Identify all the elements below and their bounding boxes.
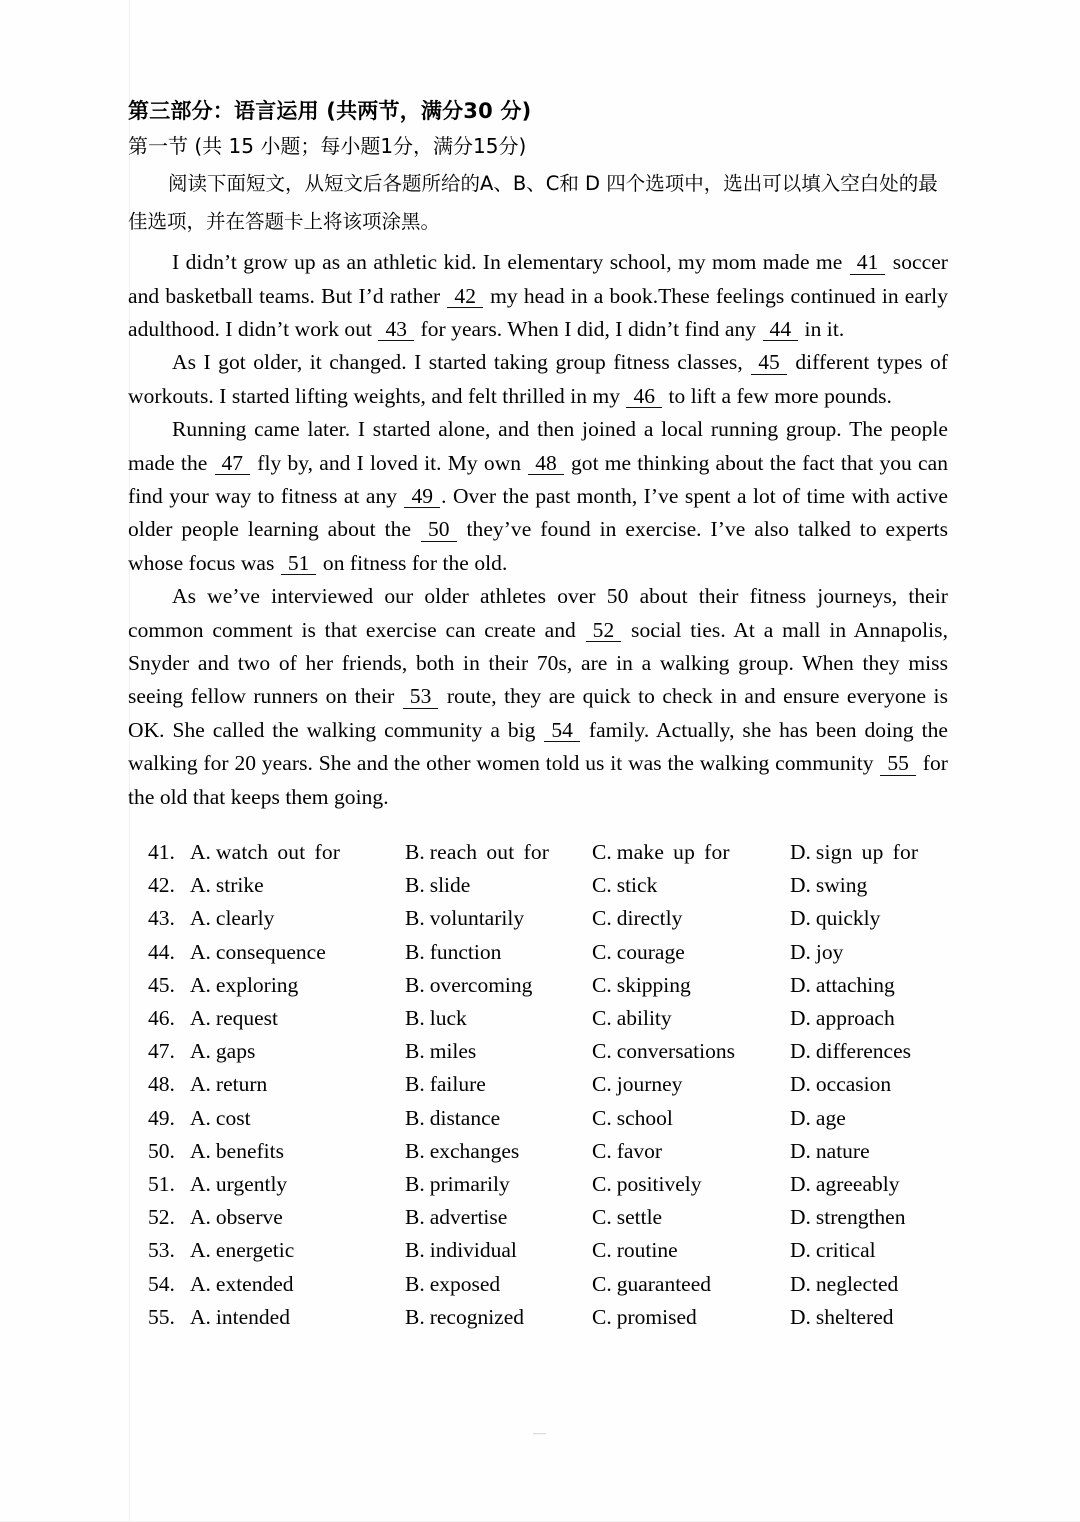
option-c-47[interactable] [592,1035,790,1068]
passage-paragraph [128,413,948,580]
cloze-blank-44[interactable]: 44 [763,318,799,341]
option-label-a: A. [190,1304,211,1329]
option-label-a: A. [190,1006,211,1031]
option-c-41[interactable] [592,836,790,869]
option-label-b: B. [405,1238,425,1263]
option-c-52[interactable] [592,1201,790,1234]
option-text-a: watch out for [215,840,341,865]
option-text-d: sign up for [815,840,919,865]
cloze-blank-48[interactable]: 48 [528,452,564,475]
option-text-d: agreeably [815,1172,900,1197]
option-text-a: urgently [215,1172,288,1197]
option-text-c: stick [616,873,658,898]
option-text-b: overcoming [429,972,533,997]
option-label-b: B. [405,1172,425,1197]
option-text-d: swing [815,873,868,898]
question-number: 46. [148,1006,175,1031]
option-text-b: recognized [429,1304,525,1329]
option-c-48[interactable] [592,1068,790,1101]
option-text-a: exploring [215,972,299,997]
passage-text: for years. When I did, I didn’t find any [415,316,762,341]
question-number: 41. [148,840,175,865]
question-row-41 [148,836,948,869]
option-text-c: make up for [616,840,730,865]
option-text-a: observe [215,1205,283,1230]
question-row-53 [148,1234,948,1267]
option-label-a: A. [190,972,211,997]
option-label-c: C. [592,1271,612,1296]
option-c-43[interactable] [592,902,790,935]
cloze-blank-45[interactable]: 45 [751,351,787,374]
question-row-45 [148,969,948,1002]
passage-paragraph [128,580,948,814]
option-text-c: school [616,1105,673,1130]
option-text-d: approach [815,1006,895,1031]
option-text-b: exchanges [429,1138,520,1163]
question-row-46 [148,1002,948,1035]
directions-line-1: 阅读下面短文，从短文后各题所给的A、B、C和 D 四个选项中，选出可以填入空白处的最 [168,172,938,196]
option-a-49[interactable] [190,1102,405,1135]
question-number: 51. [148,1172,175,1197]
option-label-a: A. [190,840,211,865]
option-b-47[interactable] [405,1035,592,1068]
option-text-d: sheltered [815,1304,894,1329]
question-number: 42. [148,873,175,898]
option-text-c: settle [616,1205,663,1230]
option-label-c: C. [592,972,612,997]
option-d-50[interactable] [790,1135,980,1168]
option-text-b: reach out for [429,840,550,865]
question-row-54 [148,1268,948,1301]
option-d-47[interactable] [790,1035,980,1068]
question-number: 54. [148,1271,175,1296]
option-a-43[interactable] [190,902,405,935]
option-text-c: skipping [616,972,691,997]
passage-text: route, they are quick to check in and ensure everyone is OK. She called the walking community a big [128,684,949,742]
option-b-48[interactable] [405,1068,592,1101]
option-a-51[interactable] [190,1168,405,1201]
option-label-a: A. [190,1072,211,1097]
question-row-47 [148,1035,948,1068]
option-label-d: D. [790,1205,811,1230]
option-label-c: C. [592,1039,612,1064]
passage-paragraph [128,246,948,346]
option-d-51[interactable] [790,1168,980,1201]
option-c-51[interactable] [592,1168,790,1201]
passage-paragraph [128,346,948,413]
passage-text: Running came later. I started alone, and then joined a local running group. The people made the [128,417,948,475]
option-d-54[interactable] [790,1268,980,1301]
option-text-a: benefits [215,1138,284,1163]
option-label-d: D. [790,1072,811,1097]
option-b-45[interactable] [405,969,592,1002]
cloze-blank-42[interactable]: 42 [447,285,483,308]
passage-text: As I got older, it changed. I started taking group fitness classes, [172,350,751,375]
option-label-a: A. [190,939,211,964]
option-b-54[interactable] [405,1268,592,1301]
question-row-51 [148,1168,948,1201]
passage-text: . Over the past month, I’ve spent a lot of time with active older people learning about the [128,483,948,542]
option-text-c: journey [616,1072,683,1097]
option-label-d: D. [790,873,811,898]
option-c-50[interactable] [592,1135,790,1168]
option-text-d: age [815,1105,846,1130]
option-text-b: function [429,939,502,964]
question-number: 45. [148,972,175,997]
option-a-50[interactable] [190,1135,405,1168]
option-a-41[interactable] [190,836,405,869]
option-label-d: D. [790,1172,811,1197]
option-text-c: conversations [616,1039,735,1064]
option-text-a: request [215,1006,278,1031]
passage-text: fly by, and I loved it. My own [251,450,528,475]
passage-text: family. Actually, she has been doing the walking for 20 years. She and the other women told us it was the walking community [128,717,948,776]
option-label-c: C. [592,906,612,931]
option-label-a: A. [190,1205,211,1230]
question-number: 43. [148,906,175,931]
options-list [128,836,948,1334]
cloze-blank-47[interactable]: 47 [215,452,251,475]
option-c-42[interactable] [592,869,790,902]
option-label-c: C. [592,873,612,898]
question-row-48 [148,1068,948,1101]
option-label-d: D. [790,1006,811,1031]
option-b-49[interactable] [405,1102,592,1135]
option-label-c: C. [592,1205,612,1230]
passage-text: social ties. At a mall in Annapolis, Snyder and two of her friends, both in their 70s, are in a walking group. When they miss seeing fellow runners on their [128,617,948,709]
option-d-46[interactable] [790,1002,980,1035]
question-number: 48. [148,1072,175,1097]
option-d-52[interactable] [790,1201,980,1234]
question-number: 55. [148,1304,175,1329]
option-c-54[interactable] [592,1268,790,1301]
cloze-blank-43[interactable]: 43 [378,318,414,341]
option-label-c: C. [592,1138,612,1163]
passage-text: different types of workouts. I started lifting weights, and felt thrilled in my [128,350,948,408]
option-text-c: routine [616,1238,678,1263]
cloze-blank-41[interactable]: 41 [850,251,886,274]
option-text-b: advertise [429,1205,508,1230]
option-a-47[interactable] [190,1035,405,1068]
option-label-b: B. [405,1138,425,1163]
option-b-46[interactable] [405,1002,592,1035]
option-label-c: C. [592,1105,612,1130]
question-row-55 [148,1301,948,1334]
option-label-a: A. [190,1039,211,1064]
passage-text: As we’ve interviewed our older athletes over 50 about their fitness journeys, their common comment is that exercise can create and [128,584,948,642]
option-text-c: ability [616,1006,672,1031]
option-text-a: return [215,1072,268,1097]
cloze-passage [128,246,948,814]
option-text-c: positively [616,1172,702,1197]
document-content [128,96,948,1334]
cloze-blank-46[interactable]: 46 [626,385,662,408]
question-number: 52. [148,1205,175,1230]
option-label-d: D. [790,840,811,865]
option-b-43[interactable] [405,902,592,935]
option-text-d: critical [815,1238,876,1263]
option-a-54[interactable] [190,1268,405,1301]
option-label-d: D. [790,1271,811,1296]
option-label-c: C. [592,1304,612,1329]
option-text-a: energetic [215,1238,295,1263]
option-label-a: A. [190,906,211,931]
question-row-50 [148,1135,948,1168]
passage-text: on fitness for the old. [317,550,508,575]
cloze-blank-49[interactable]: 49 [404,485,440,508]
option-label-b: B. [405,1039,425,1064]
option-c-45[interactable] [592,969,790,1002]
option-label-d: D. [790,972,811,997]
option-a-55[interactable] [190,1301,405,1334]
cloze-blank-53[interactable]: 53 [403,685,439,708]
option-text-d: differences [815,1039,912,1064]
passage-text: to lift a few more pounds. [663,383,892,408]
option-text-b: luck [429,1006,467,1031]
directions-line-2: 佳选项，并在答题卡上将该项涂黑。 [128,209,441,233]
option-label-b: B. [405,1105,425,1130]
option-label-b: B. [405,972,425,997]
option-text-d: attaching [815,972,895,997]
option-d-45[interactable] [790,969,980,1002]
option-c-44[interactable] [592,936,790,969]
option-b-42[interactable] [405,869,592,902]
page-number-mark: — [533,1425,547,1440]
option-text-b: miles [429,1039,477,1064]
option-label-b: B. [405,1205,425,1230]
option-b-51[interactable] [405,1168,592,1201]
option-c-46[interactable] [592,1002,790,1035]
option-text-d: strengthen [815,1205,906,1230]
option-text-c: promised [616,1304,697,1329]
option-label-c: C. [592,1072,612,1097]
cloze-blank-50[interactable]: 50 [421,518,457,541]
option-label-c: C. [592,939,612,964]
option-text-d: quickly [815,906,881,931]
option-label-b: B. [405,840,425,865]
option-b-44[interactable] [405,936,592,969]
question-number: 53. [148,1238,175,1263]
option-text-b: failure [429,1072,486,1097]
option-text-a: clearly [215,906,275,931]
option-text-a: gaps [215,1039,256,1064]
option-a-48[interactable] [190,1068,405,1101]
cloze-blank-52[interactable]: 52 [586,619,622,642]
option-c-49[interactable] [592,1102,790,1135]
option-label-a: A. [190,1271,211,1296]
option-label-b: B. [405,939,425,964]
option-c-53[interactable] [592,1234,790,1267]
question-row-52 [148,1201,948,1234]
passage-text: in it. [799,316,845,341]
option-label-d: D. [790,1138,811,1163]
option-label-c: C. [592,840,612,865]
question-number: 47. [148,1039,175,1064]
passage-text: I didn’t grow up as an athletic kid. In elementary school, my mom made me [172,250,849,275]
option-text-a: strike [215,873,264,898]
option-text-a: cost [215,1105,251,1130]
question-number: 44. [148,939,175,964]
option-b-53[interactable] [405,1234,592,1267]
option-b-50[interactable] [405,1135,592,1168]
option-label-c: C. [592,1172,612,1197]
option-c-55[interactable] [592,1301,790,1334]
question-row-49 [148,1102,948,1135]
option-text-d: nature [815,1138,870,1163]
question-number: 50. [148,1138,175,1163]
directions-paragraph-cont [128,205,948,239]
cloze-blank-54[interactable]: 54 [544,719,580,742]
option-d-43[interactable] [790,902,980,935]
option-label-b: B. [405,1072,425,1097]
option-label-c: C. [592,1006,612,1031]
option-text-b: primarily [429,1172,510,1197]
option-d-44[interactable] [790,936,980,969]
option-a-53[interactable] [190,1234,405,1267]
option-label-a: A. [190,1172,211,1197]
option-text-d: joy [815,939,844,964]
option-text-a: extended [215,1271,294,1296]
option-text-d: occasion [815,1072,892,1097]
passage-text: soccer and basketball teams. But I’d rather [128,250,948,308]
option-text-b: individual [429,1238,517,1263]
option-b-52[interactable] [405,1201,592,1234]
option-label-d: D. [790,1105,811,1130]
option-text-a: consequence [215,939,326,964]
option-label-c: C. [592,1238,612,1263]
option-label-a: A. [190,1138,211,1163]
option-a-46[interactable] [190,1002,405,1035]
passage-text: got me thinking about the fact that you can find your way to fitness at any [128,450,948,508]
option-d-48[interactable] [790,1068,980,1101]
option-d-41[interactable] [790,836,980,869]
section-title: 第三部分：语言运用 (共两节，满分30 分) [128,99,532,123]
option-a-44[interactable] [190,936,405,969]
cloze-blank-51[interactable]: 51 [281,552,317,575]
directions-paragraph [128,167,948,201]
option-label-a: A. [190,1105,211,1130]
option-text-c: directly [616,906,683,931]
option-text-b: exposed [429,1271,501,1296]
option-label-b: B. [405,1271,425,1296]
option-b-55[interactable] [405,1301,592,1334]
option-d-53[interactable] [790,1234,980,1267]
option-text-c: guaranteed [616,1271,712,1296]
option-a-52[interactable] [190,1201,405,1234]
cloze-blank-55[interactable]: 55 [880,752,916,775]
option-label-d: D. [790,1304,811,1329]
passage-text: for the old that keeps them going. [128,751,948,809]
option-text-c: favor [616,1138,663,1163]
option-label-b: B. [405,1304,425,1329]
option-text-b: distance [429,1105,501,1130]
option-a-45[interactable] [190,969,405,1002]
question-row-43 [148,902,948,935]
option-text-b: voluntarily [429,906,525,931]
option-text-c: courage [616,939,685,964]
option-text-d: neglected [815,1271,899,1296]
option-label-d: D. [790,1238,811,1263]
option-label-d: D. [790,939,811,964]
question-number: 49. [148,1105,175,1130]
passage-text: they’ve found in exercise. I’ve also talked to experts whose focus was [128,517,948,575]
option-text-a: intended [215,1304,290,1329]
subsection-title: 第一节 (共 15 小题；每小题1分，满分15分) [128,134,527,159]
option-d-55[interactable] [790,1301,980,1334]
option-a-42[interactable] [190,869,405,902]
option-label-a: A. [190,1238,211,1263]
option-d-49[interactable] [790,1102,980,1135]
option-d-42[interactable] [790,869,980,902]
option-label-b: B. [405,873,425,898]
option-label-a: A. [190,873,211,898]
question-row-42 [148,869,948,902]
option-b-41[interactable] [405,836,592,869]
option-label-b: B. [405,1006,425,1031]
question-row-44 [148,936,948,969]
option-label-d: D. [790,906,811,931]
passage-text: my head in a book.These feelings continued in early adulthood. I didn’t work out [128,283,949,341]
option-text-b: slide [429,873,471,898]
option-label-b: B. [405,906,425,931]
option-label-d: D. [790,1039,811,1064]
